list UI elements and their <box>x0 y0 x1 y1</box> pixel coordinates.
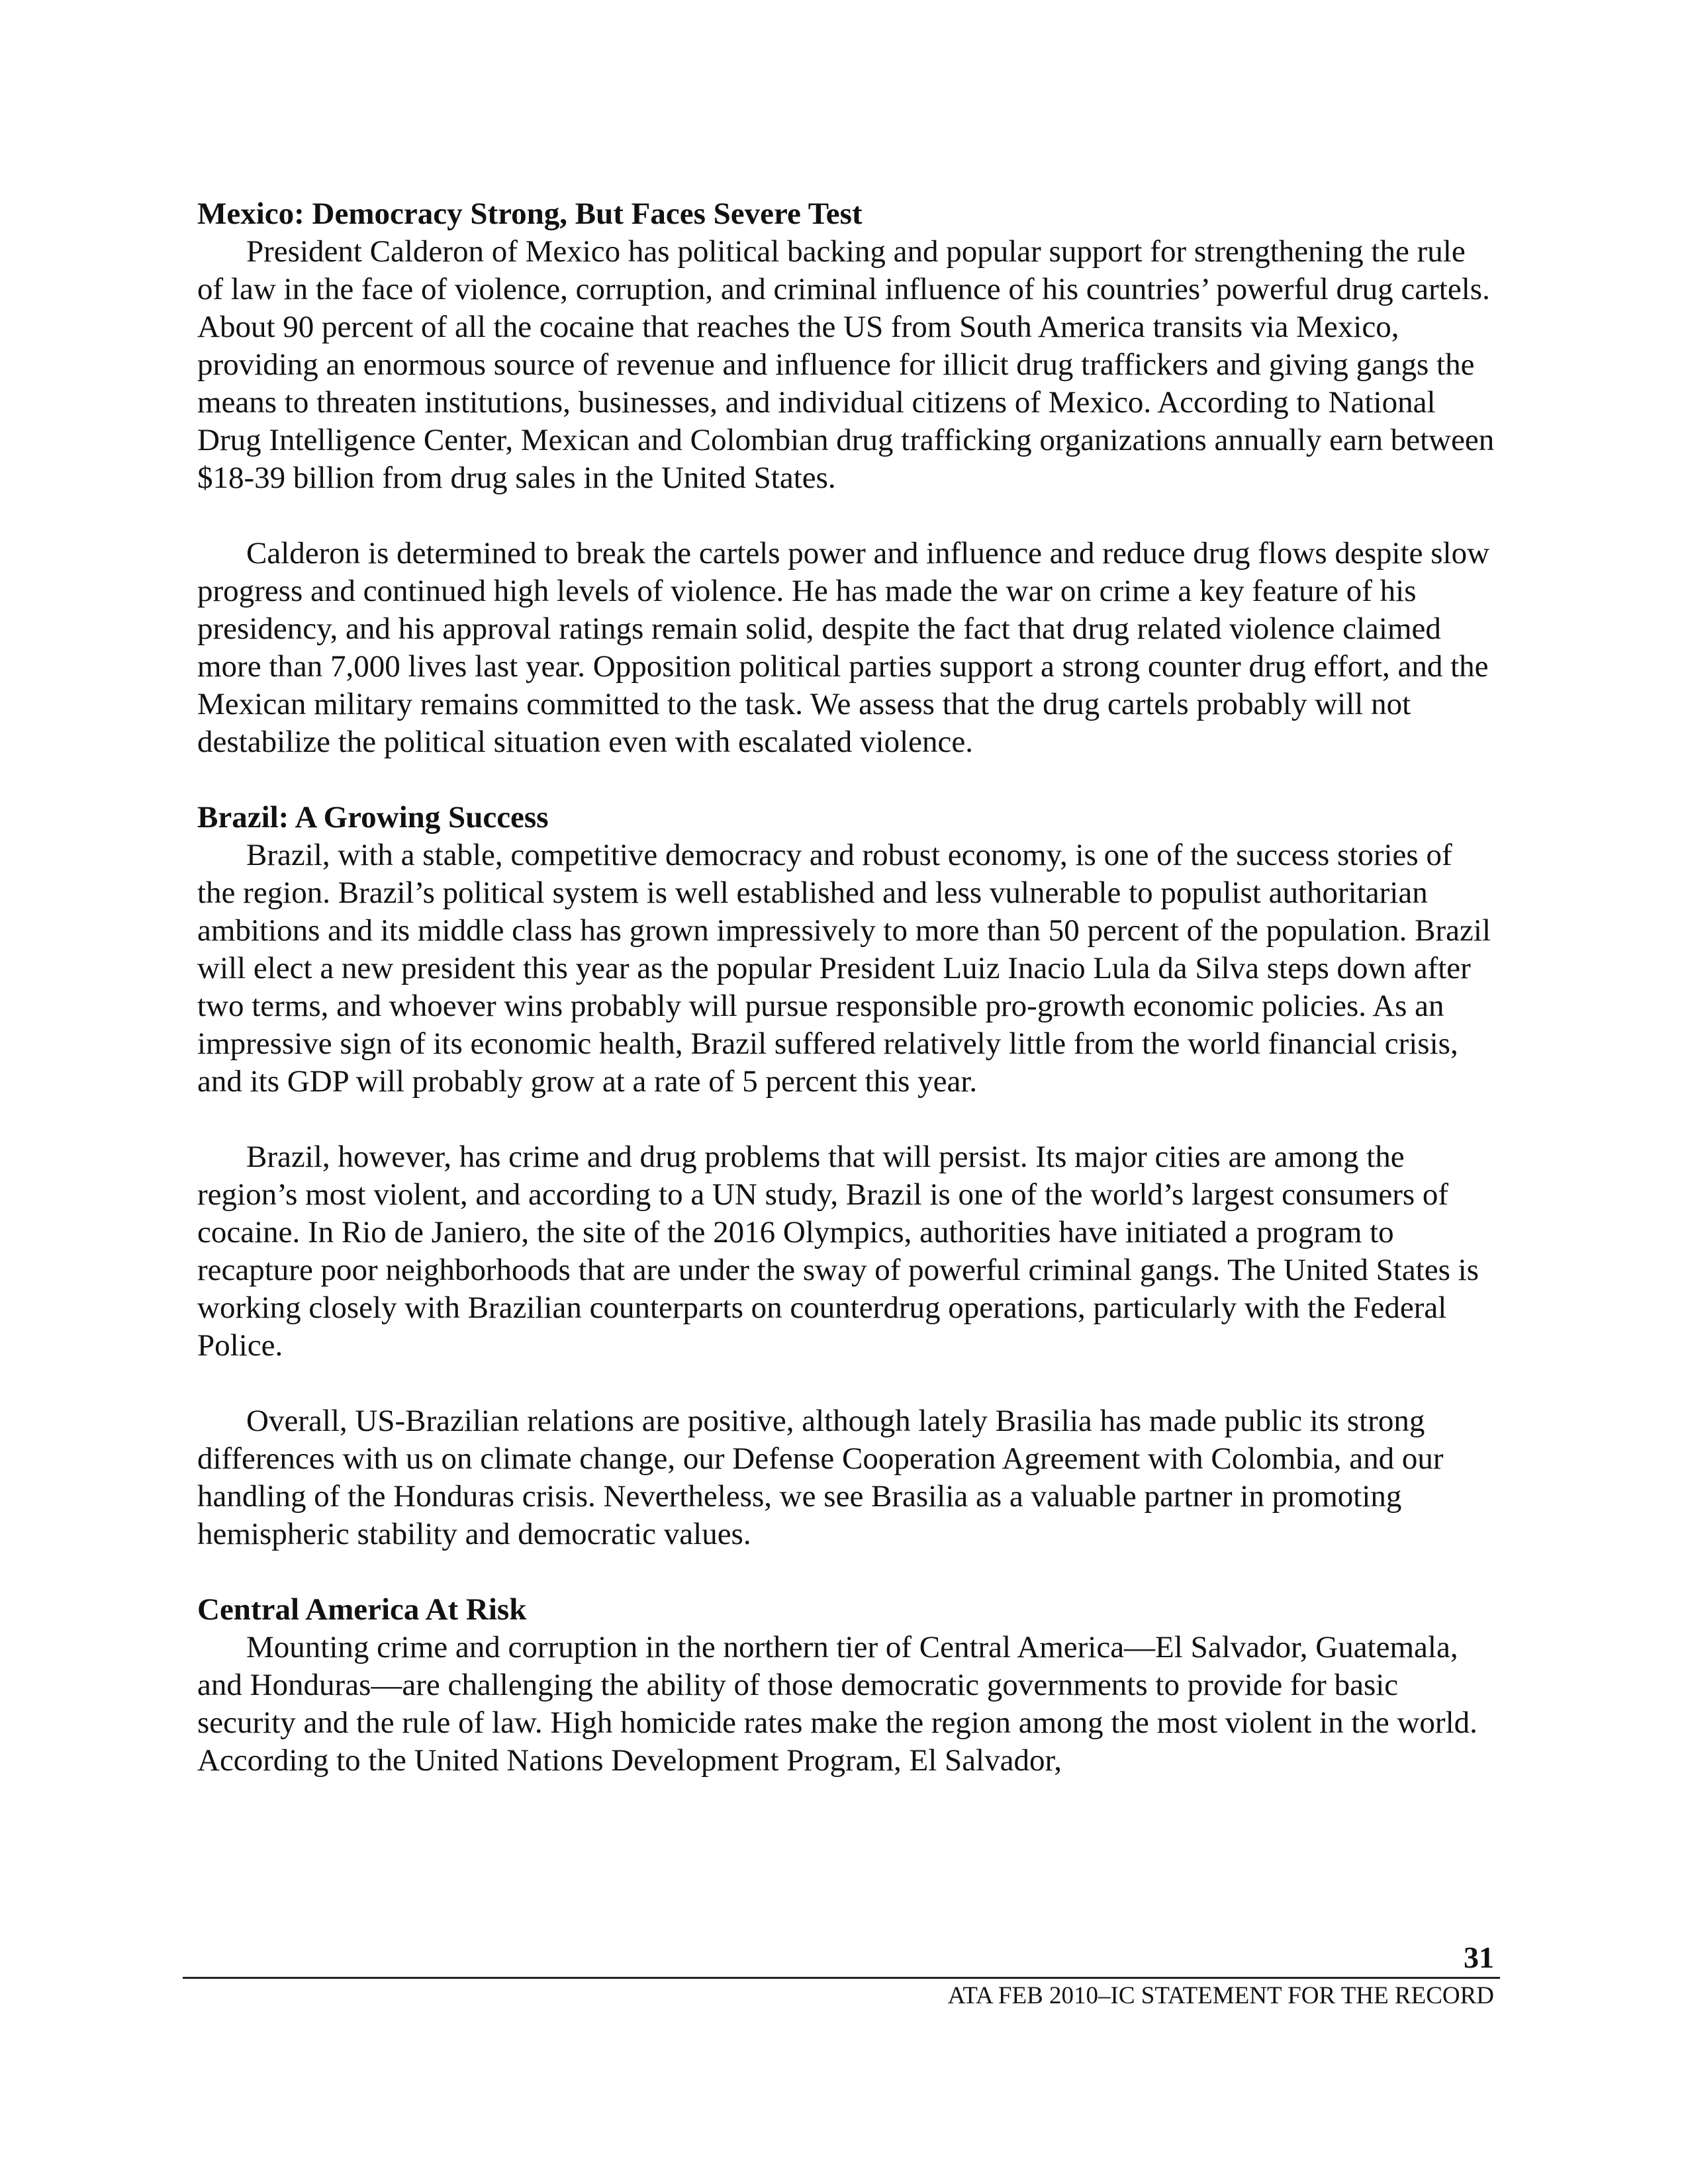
paragraph: President Calderon of Mexico has political backing and popular support for strengthening the rule of law in the face of violence, corruption, and criminal influence of his countries’ powerful drug cartels. About 90 percent of all the cocaine that reaches the US from South America transits via Mexico, providing an enormous source of revenue and influence for illicit drug traffickers and giving gangs the means to threaten institutions, businesses, and individual citizens of Mexico. According to National Drug Intelligence Center, Mexican and Colombian drug trafficking organizations annually earn between $18-39 billion from drug sales in the United States. <box>197 234 1495 495</box>
section-heading-brazil: Brazil: A Growing Success <box>197 800 549 835</box>
footer-divider <box>183 1977 1500 1979</box>
paragraph: Overall, US-Brazilian relations are positive, although lately Brasilia has made public its strong differences with us on climate change, our Defense Cooperation Agreement with Colombia, and our handling of the Honduras crisis. Nevertheless, we see Brasilia as a valuable partner in promoting hemispheric stability and democratic values. <box>197 1404 1444 1551</box>
footer-running-title: ATA FEB 2010–IC STATEMENT FOR THE RECORD <box>947 1982 1494 2009</box>
paragraph-gap <box>197 497 1495 535</box>
paragraph: Brazil, however, has crime and drug problems that will persist. Its major cities are among the region’s most violent, and according to a UN study, Brazil is one of the world’s largest consumers of cocaine. In Rio de Janiero, the site of the 2016 Olympics, authorities have initiated a program to recapture poor neighborhoods that are under the sway of powerful criminal gangs. The United States is working closely with Brazilian counterparts on counterdrug operations, particularly with the Federal Police. <box>197 1140 1479 1363</box>
paragraph-gap <box>197 1101 1495 1138</box>
page-number: 31 <box>1464 1940 1494 1974</box>
section-gap <box>197 1553 1495 1591</box>
section-heading-mexico: Mexico: Democracy Strong, But Faces Severe Test <box>197 197 863 231</box>
paragraph: Brazil, with a stable, competitive democracy and robust economy, is one of the success stories of the region. Brazil’s political system is well established and less vulnerable to populist authoritarian ambitions and its middle class has grown impressively to more than 50 percent of the population. Brazil will elect a new president this year as the popular President Luiz Inacio Lula da Silva steps down after two terms, and whoever wins probably will pursue responsible pro-growth economic policies. As an impressive sign of its economic health, Brazil suffered relatively little from the world financial crisis, and its GDP will probably grow at a rate of 5 percent this year. <box>197 838 1491 1099</box>
section-heading-central-america: Central America At Risk <box>197 1592 527 1627</box>
page-body <box>197 195 1495 1780</box>
paragraph-gap <box>197 1365 1495 1402</box>
section-gap <box>197 761 1495 799</box>
paragraph: Mounting crime and corruption in the northern tier of Central America—El Salvador, Guatemala, and Honduras—are challenging the ability of those democratic governments to provide for basic security and the rule of law. High homicide rates make the region among the most violent in the world. According to the United Nations Development Program, El Salvador, <box>197 1630 1477 1778</box>
paragraph: Calderon is determined to break the cartels power and influence and reduce drug flows despite slow progress and continued high levels of violence. He has made the war on crime a key feature of his presidency, and his approval ratings remain solid, despite the fact that drug related violence claimed more than 7,000 lives last year. Opposition political parties support a strong counter drug effort, and the Mexican military remains committed to the task. We assess that the drug cartels probably will not destabilize the political situation even with escalated violence. <box>197 536 1490 759</box>
